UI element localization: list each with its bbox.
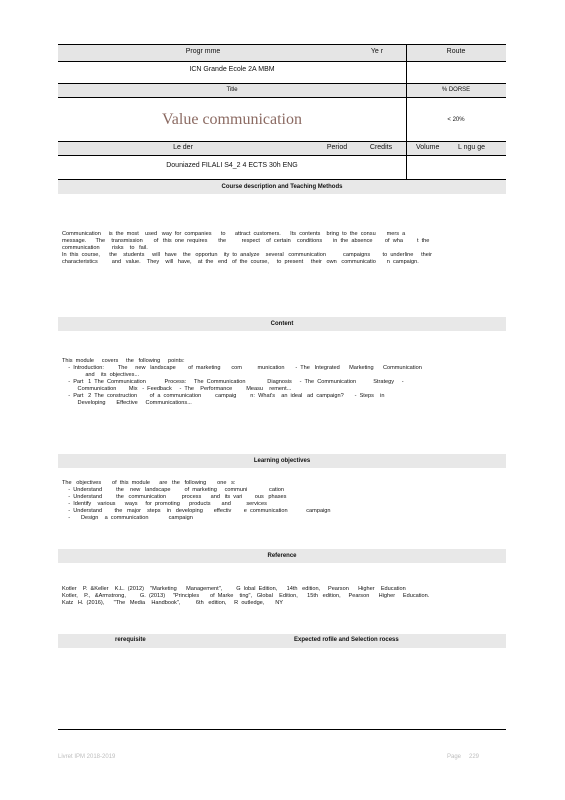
percent-label: % DORSE — [441, 87, 471, 93]
prerequisite-header: rerequisite — [115, 637, 146, 643]
language-label: L ngu ge — [458, 144, 485, 151]
learning-objectives-header: Learning objectives — [58, 454, 506, 468]
page-label: Page — [447, 754, 462, 760]
table-border — [58, 155, 506, 156]
leader-value: Douniazed FILALI S4_2 4 ECTS 30h ENG — [166, 162, 298, 169]
course-description-text: Communication is the most used way for companies to attract customers. Its contents bring to the consu mers a message. The transmission of this one requires the respect of certain conditions in the absence of wha t the communication risks to fail. In this course, the students will have the opportun ity to analyze several communication campaigns to underline their characteristics and value. They will have, at the end of the course, to present their own communicatio n campaign. — [62, 231, 432, 265]
table-border — [58, 141, 506, 142]
bottom-border — [58, 729, 506, 730]
program-label: Progr mme — [185, 48, 221, 55]
title-label: Title — [226, 87, 238, 93]
table-border — [58, 97, 506, 98]
footer-left: Livret IPM 2018-2019 — [58, 754, 116, 760]
learning-objectives-text: The objectives of this module are the following one s: - Understand the new landscape of marketing communi cation - Understand the communication process and its vari ous phases - Identify various ways for promoting products and services - Understand the major steps in developing effectiv e communication campaign - Design a communication campaign — [62, 480, 331, 521]
period-label: Period — [326, 144, 348, 151]
year-label: Ye r — [370, 48, 384, 55]
table-border — [58, 83, 506, 84]
credits-label: Credits — [369, 144, 393, 151]
table-border — [58, 61, 506, 62]
route-label: Route — [446, 48, 466, 55]
percent-value: < 20% — [447, 117, 465, 123]
table-border — [406, 44, 407, 179]
content-text: This module covers the following points: - Introduction: The new landscape of marketing com munication - The Integrated Marketing Communication and its objectives... - Part 1 The Communication Process: The Communication Diagnosis - The Communication Strategy - Communication Mix - Feedback - The Performance Measu rement... - Part 2 The construction of a communication campaig n: What's an ideal ad campaign? - Steps in Developing Effective Communications... — [62, 358, 422, 406]
reference-header: Reference — [58, 549, 506, 563]
expected-profile-header: Expected rofile and Selection rocess — [294, 637, 399, 643]
page-number: 229 — [469, 754, 480, 760]
program-value: ICN Grande Ecole 2A MBM — [189, 66, 275, 73]
leader-label: Le der — [173, 144, 193, 151]
volume-label: Volume — [416, 144, 440, 151]
course-title: Value communication — [162, 111, 302, 128]
reference-text: Kotler P. &Keller K.L. (2012) "Marketing Management", G lobal Edition, 14th edition, Pearson Higher Education Kotler, P., &Armstrong, G. (2013) "Principles of Marke ting", Global Edition, 15th edition, Pearson Higher Education. Katz H. (2016), "The Media Handbook", 6th edition, R outledge, NY — [62, 586, 430, 606]
course-description-header: Course description and Teaching Methods — [58, 180, 506, 194]
content-header: Content — [58, 317, 506, 331]
